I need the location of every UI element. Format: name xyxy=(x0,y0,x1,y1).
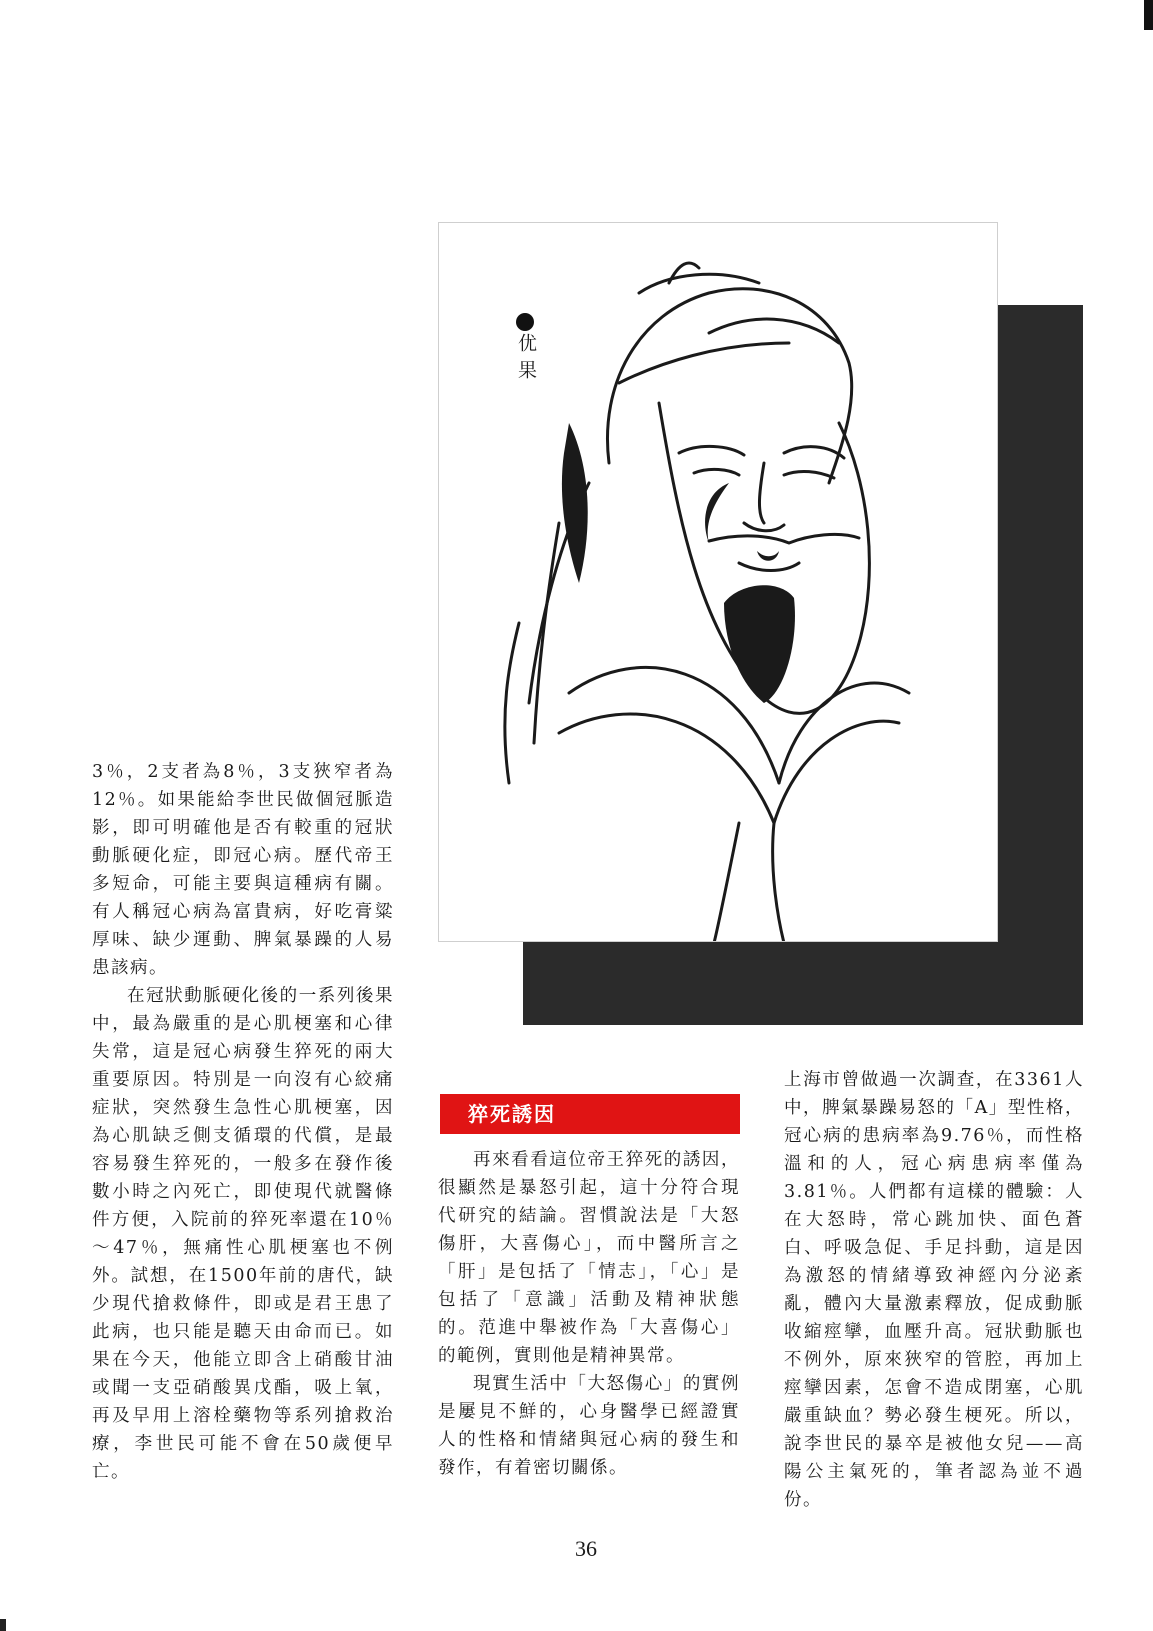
bottom-left-crop-mark xyxy=(0,1619,6,1631)
left-text-column xyxy=(92,758,394,1486)
portrait-caption xyxy=(511,313,539,387)
body-paragraph: 現實生活中「大怒傷心」的實例是屢見不鮮的，心身醫學已經證實人的性格和情緒與冠心病的發生和發作，有着密切關係。 xyxy=(438,1374,740,1478)
right-text-column xyxy=(784,1066,1084,1514)
middle-text-column xyxy=(438,1146,740,1482)
corner-crop-mark xyxy=(1144,0,1153,30)
emperor-portrait-figure xyxy=(438,222,998,942)
body-paragraph: 3％，2支者為8％，3支狹窄者為12％。如果能給李世民做個冠脈造影，即可明確他是否有較重的冠狀動脈硬化症，即冠心病。歷代帝王多短命，可能主要與這種病有關。有人稱冠心病為富貴病，好吃膏粱厚味、缺少運動、脾氣暴躁的人易患該病。 xyxy=(92,762,394,978)
page-number: 36 xyxy=(575,1536,597,1561)
body-paragraph: 上海市曾做過一次調查，在3361人中，脾氣暴躁易怒的「A」型性格，冠心病的患病率為9.76％，而性格溫和的人，冠心病患病率僅為3.81％。人們都有這樣的體驗：人在大怒時，常心跳加快、面色蒼白、呼吸急促、手足抖動，這是因為激怒的情緒導致神經內分泌紊亂，體內大量激素釋放，促成動脈收縮痙攣，血壓升高。冠狀動脈也不例外，原來狹窄的管腔，再加上痙攣因素，怎會不造成閉塞，心肌嚴重缺血？勢必發生梗死。所以，說李世民的暴卒是被他女兒——高陽公主氣死的，筆者認為並不過份。 xyxy=(784,1070,1084,1510)
caption-bullet-icon xyxy=(516,313,534,331)
body-paragraph: 再來看看這位帝王猝死的誘因，很顯然是暴怒引起，這十分符合現代研究的結論。習慣說法是「大怒傷肝，大喜傷心」，而中醫所言之「肝」是包括了「情志」，「心」是包括了「意識」活動及精神狀態的。范進中舉被作為「大喜傷心」的範例，實則他是精神異常。 xyxy=(438,1150,740,1366)
body-paragraph: 在冠狀動脈硬化後的一系列後果中，最為嚴重的是心肌梗塞和心律失常，這是冠心病發生猝死的兩大重要原因。特別是一向沒有心絞痛症狀，突然發生急性心肌梗塞，因為心肌缺乏側支循環的代償，是最容易發生猝死的，一般多在發作後數小時之內死亡，即使現代就醫條件方便，入院前的猝死率還在10％～47％，無痛性心肌梗塞也不例外。試想，在1500年前的唐代，缺少現代搶救條件，即或是君王患了此病，也只能是聽天由命而已。如果在今天，他能立即含上硝酸甘油或聞一支亞硝酸異戊酯，吸上氧，再及早用上溶栓藥物等系列搶救治療，李世民可能不會在50歲便早亡。 xyxy=(92,986,394,1482)
portrait-caption-text: 优果 xyxy=(515,333,537,387)
section-heading: 猝死誘因 xyxy=(468,1102,556,1126)
section-heading-bar xyxy=(440,1094,740,1134)
